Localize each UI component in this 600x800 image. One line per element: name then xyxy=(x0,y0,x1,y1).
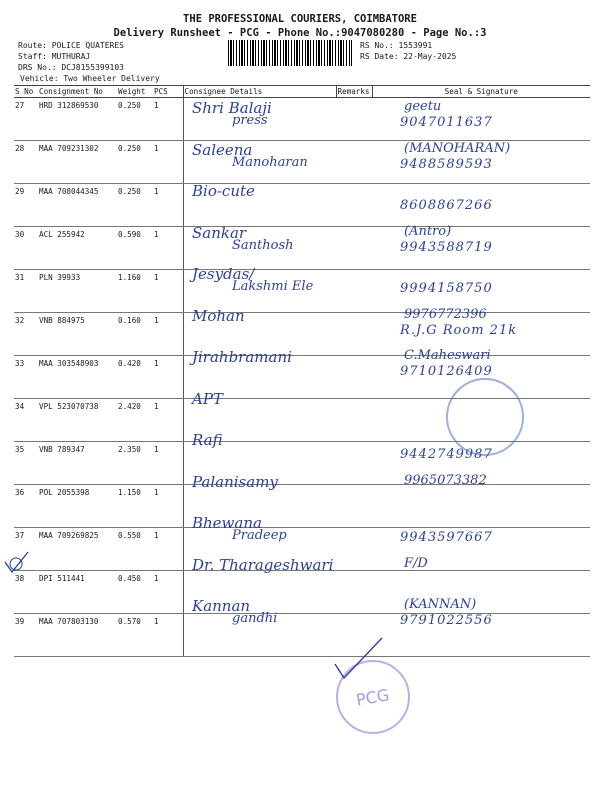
company-title: THE PROFESSIONAL COURIERS, COIMBATORE xyxy=(183,13,417,25)
vehicle-label: Vehicle: Two Wheeler Delivery xyxy=(20,74,160,83)
table-row xyxy=(14,571,590,614)
row-sno: 34 xyxy=(14,399,38,442)
row-consignment: MAA 708044345 xyxy=(38,184,117,227)
row-consignment: POL 2055398 xyxy=(38,485,117,528)
consignee-name-handwritten: APT xyxy=(192,389,223,408)
table-row xyxy=(14,485,590,528)
row-weight: 0.160 xyxy=(117,313,153,356)
col-remarks: Remarks xyxy=(336,86,372,98)
col-consignment: Consignment No xyxy=(38,86,117,98)
consignee-name-handwritten: Jirahbramani xyxy=(192,348,292,366)
signature-line1: (Antro) xyxy=(404,223,452,239)
signature-phone: R.J.G Room 21k xyxy=(400,322,518,338)
consignee-name-handwritten: Shri Balaji xyxy=(192,99,272,117)
pcg-stamp-text: PCG xyxy=(354,684,392,710)
table-row xyxy=(14,227,590,270)
table-row xyxy=(14,614,590,657)
consignee-name-handwritten: Palanisamy xyxy=(192,472,278,491)
table-row xyxy=(14,184,590,227)
row-pcs: 1 xyxy=(153,184,183,227)
rs-date: RS Date: 22-May-2025 xyxy=(360,52,457,61)
row-sno: 33 xyxy=(14,356,38,399)
row-sno: 37 xyxy=(14,528,38,571)
row-sno: 27 xyxy=(14,98,38,141)
round-seal-stamp xyxy=(446,378,524,456)
row-pcs: 1 xyxy=(153,313,183,356)
col-pcs: PCS xyxy=(153,86,183,98)
row-sno: 35 xyxy=(14,442,38,485)
signature-phone: 8608867266 xyxy=(400,198,493,213)
signature-phone: 9047011637 xyxy=(400,115,493,130)
row-remarks xyxy=(336,485,372,528)
row-weight: 0.570 xyxy=(117,614,153,657)
row-remarks xyxy=(336,98,372,141)
row-pcs: 1 xyxy=(153,571,183,614)
row-seal-cell xyxy=(372,485,590,528)
row-weight: 0.250 xyxy=(117,98,153,141)
consignee-name-line2: Lakshmi Ele xyxy=(232,279,314,294)
table-row xyxy=(14,98,590,141)
staff-label: Staff: MUTHURAJ xyxy=(18,52,91,61)
col-weight: Weight xyxy=(117,86,153,98)
consignee-name-line2: Santhosh xyxy=(232,237,294,253)
signature-line1: 9976772396 xyxy=(404,306,487,322)
barcode xyxy=(228,40,352,66)
row-consignment: ACL 255942 xyxy=(38,227,117,270)
consignee-name-handwritten: Sankar xyxy=(192,223,247,242)
row-remarks xyxy=(336,442,372,485)
consignee-name-handwritten: Bhewana xyxy=(192,514,262,532)
signature-line1: F/D xyxy=(404,555,428,571)
row-pcs: 1 xyxy=(153,98,183,141)
row-consignment: MAA 303548903 xyxy=(38,356,117,399)
row-weight: 0.550 xyxy=(117,528,153,571)
row-sno: 29 xyxy=(14,184,38,227)
row-consignment: VNB 789347 xyxy=(38,442,117,485)
signature-line1: (MANOHARAN) xyxy=(404,140,511,156)
row-pcs: 1 xyxy=(153,227,183,270)
consignee-name-line2: Manoharan xyxy=(232,154,308,170)
drs-number: DRS No.: DCJ8155399103 xyxy=(18,63,124,72)
consignee-name-line2: Pradeep xyxy=(232,528,287,543)
signature-phone: 9488589593 xyxy=(400,156,493,172)
signature-phone: 9943597667 xyxy=(400,530,493,545)
margin-tick-mark xyxy=(2,548,32,578)
tick-mark xyxy=(330,634,390,684)
col-seal: Seal & Signature xyxy=(372,86,590,98)
consignee-name-handwritten: Mohan xyxy=(192,306,245,325)
signature-phone: 9791022556 xyxy=(400,613,493,628)
signature-phone: 9943588719 xyxy=(400,239,493,255)
row-consignment: DPI 511441 xyxy=(38,571,117,614)
row-sno: 32 xyxy=(14,313,38,356)
row-pcs: 1 xyxy=(153,270,183,313)
route-label: Route: POLICE QUATERES xyxy=(18,41,124,50)
row-remarks xyxy=(336,184,372,227)
row-consignment: MAA 707803130 xyxy=(38,614,117,657)
consignee-name-handwritten: Rafi xyxy=(192,431,223,449)
consignee-name-handwritten: Jesydas/ xyxy=(192,265,255,283)
row-weight: 2.350 xyxy=(117,442,153,485)
row-pcs: 1 xyxy=(153,141,183,184)
row-sno: 28 xyxy=(14,141,38,184)
row-sno: 39 xyxy=(14,614,38,657)
col-sno: S No xyxy=(14,86,38,98)
signature-phone: 9710126409 xyxy=(400,364,493,379)
row-remarks xyxy=(336,141,372,184)
row-pcs: 1 xyxy=(153,399,183,442)
row-sno: 36 xyxy=(14,485,38,528)
table-header-row xyxy=(14,86,590,98)
row-remarks xyxy=(336,356,372,399)
col-consignee: Consignee Details xyxy=(183,86,336,98)
row-weight: 0.450 xyxy=(117,571,153,614)
row-remarks xyxy=(336,270,372,313)
signature-line1: (KANNAN) xyxy=(404,597,477,612)
row-consignment: VNB 884975 xyxy=(38,313,117,356)
consignee-name-handwritten: Bio-cute xyxy=(192,182,255,200)
row-pcs: 1 xyxy=(153,528,183,571)
row-pcs: 1 xyxy=(153,614,183,657)
row-weight: 0.250 xyxy=(117,184,153,227)
consignee-name-handwritten: Kannan xyxy=(192,597,251,615)
row-remarks xyxy=(336,227,372,270)
row-weight: 1.150 xyxy=(117,485,153,528)
row-remarks xyxy=(336,313,372,356)
row-consignment: VPL 523070738 xyxy=(38,399,117,442)
signature-phone: 9994158750 xyxy=(400,281,493,296)
signature-phone: 9442749987 xyxy=(400,447,493,462)
row-weight: 0.590 xyxy=(117,227,153,270)
row-consignment: HRD 312869530 xyxy=(38,98,117,141)
row-pcs: 1 xyxy=(153,356,183,399)
row-remarks xyxy=(336,528,372,571)
row-consignment: MAA 709269825 xyxy=(38,528,117,571)
signature-line1: C.Maheswari xyxy=(404,348,491,363)
row-pcs: 1 xyxy=(153,442,183,485)
row-consignment: MAA 709231302 xyxy=(38,141,117,184)
row-weight: 0.250 xyxy=(117,141,153,184)
row-pcs: 1 xyxy=(153,485,183,528)
row-weight: 1.160 xyxy=(117,270,153,313)
rs-number: RS No.: 1553991 xyxy=(360,41,433,50)
row-weight: 2.420 xyxy=(117,399,153,442)
consignee-name-handwritten: Dr. Tharageshwari xyxy=(192,555,334,574)
consignee-name-handwritten: Saleena xyxy=(192,140,253,159)
runsheet-subtitle: Delivery Runsheet - PCG - Phone No.:9047080280 - Page No.:3 xyxy=(113,27,487,39)
row-sno: 38 xyxy=(14,571,38,614)
row-sno: 31 xyxy=(14,270,38,313)
signature-line1: geetu xyxy=(404,99,442,114)
row-remarks xyxy=(336,399,372,442)
row-remarks xyxy=(336,571,372,614)
signature-line1: 9965073382 xyxy=(404,472,487,488)
row-sno: 30 xyxy=(14,227,38,270)
row-weight: 0.420 xyxy=(117,356,153,399)
consignee-name-line2: press xyxy=(232,113,268,128)
row-consignment: PLN 39933 xyxy=(38,270,117,313)
consignee-name-line2: gandhi xyxy=(232,611,278,626)
